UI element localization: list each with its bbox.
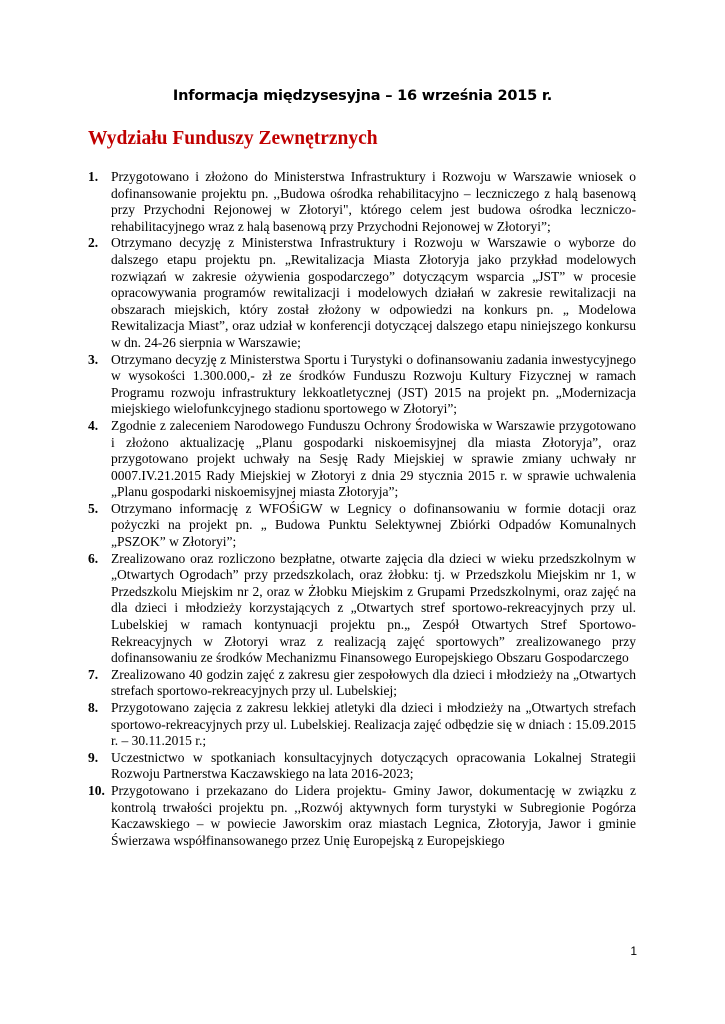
list-item [88,667,636,700]
document-heading: Informacja międzysesyjna – 16 września 2015 r. [172,88,553,104]
list-item-text: Otrzymano decyzję z Ministerstwa Sportu i Turystyki o dofinansowaniu zadania inwestycyjnego w wysokości 1.300.000,- zł ze środków Funduszu Rozwoju Kultury Fizycznej w ramach Programu rozwoju infrastruktury lekkoatletycznej (JST) 2015 na projekt pn. „Modernizacja miejskiego wielofunkcyjnego stadionu sportowego w Złotoryi”; [111,351,636,417]
list-item [88,750,636,783]
list-item-text: Przygotowano zajęcia z zakresu lekkiej atletyki dla dzieci i młodzieży na „Otwartych strefach sportowo-rekreacyjnych przy ul. Lubelskiej. Realizacja zajęć odbędzie się w dniach : 15.09.2015 r. – 30.11.2015 r.; [111,700,636,749]
list-item [88,169,636,235]
list-item-text: Otrzymano decyzję z Ministerstwa Infrastruktury i Rozwoju w Warszawie o wyborze do dalszego etapu projektu pn. „Rewitalizacja Miasta Złotoryja jako przykład modelowych rozwiązań w zakresie ożywienia gospodarczego” dotyczącym wsparcia „JST” w procesie opracowywania programów rewitalizacji i modelowych działań w zakresie rewitalizacji na obszarach miejskich, który został złożony w odpowiedzi na konkurs pn. „ Modelowa Rewitalizacja Miast”, oraz udział w konferencji dotyczącej dalszego etapu niniejszego konkursu w dn. 24-26 sierpnia w Warszawie; [111,235,636,350]
report-items-list [88,169,636,849]
list-item [88,501,636,551]
list-item [88,235,636,351]
page-number: 1 [630,944,637,958]
list-item-number: 7. [88,666,99,682]
list-item [88,783,636,849]
list-item-number: 10. [88,782,105,798]
list-item-number: 9. [88,749,99,765]
list-item-text: Zgodnie z zaleceniem Narodowego Funduszu Ochrony Środowiska w Warszawie przygotowano i złożono aktualizację „Planu gospodarki niskoemisyjnej dla miasta Złotoryja”, oraz przygotowano projekt uchwały na Sesję Rady Miejskiej w sprawie zmiany uchwały nr 0007.IV.21.2015 Rady Miejskiej w Złotoryi z dnia 29 stycznia 2015 r. w sprawie uchwalenia „Planu gospodarki niskoemisyjnej miasta Złotoryja”; [111,417,636,500]
list-item-number: 8. [88,700,99,715]
list-item-number: 6. [88,550,99,566]
list-item-text: Otrzymano informację z WFOŚiGW w Legnicy o dofinansowaniu w formie dotacji oraz pożyczki na projekt pn. „ Budowa Punktu Selektywnej Zbiórki Odpadów Komunalnych „PSZOK” w Złotoryi”; [111,500,636,550]
list-item [88,700,636,750]
list-item [88,551,636,667]
section-title: Wydziału Funduszy Zewnętrznych [88,128,378,149]
list-item-number: 5. [88,500,99,516]
list-item-number: 3. [88,351,99,367]
list-item-text: Przygotowano i złożono do Ministerstwa Infrastruktury i Rozwoju w Warszawie wniosek o dofinansowanie projektu pn. ,,Budowa ośrodka rehabilitacyjno – leczniczego z halą basenową przy Przychodni Rejonowej w Złotoryi", którego celem jest budowa ośrodka leczniczo-rehabilitacyjnego wraz z halą basenową przy Przychodni Rejonowej w Złotoryi”; [111,169,636,234]
list-item-number: 4. [88,417,99,433]
list-item-text: Uczestnictwo w spotkaniach konsultacyjnych dotyczących opracowania Lokalnej Strategii Rozwoju Partnerstwa Kaczawskiego na lata 2016-2023; [111,749,636,782]
list-item-number: 2. [88,235,99,251]
list-item-text: Zrealizowano 40 godzin zajęć z zakresu gier zespołowych dla dzieci i młodzieży na „Otwartych strefach sportowo-rekreacyjnych przy ul. Lubelskiej; [111,666,636,699]
list-item-text: Zrealizowano oraz rozliczono bezpłatne, otwarte zajęcia dla dzieci w wieku przedszkolnym w „Otwartych Ogrodach” przy przedszkolach, oraz żłobku: tj. w Przedszkolu Miejskim nr 1, w Przedszkolu Miejskim nr 2, oraz w Żłobku Miejskim z Grupami Przedszkolnymi, oraz zajęć na dla dzieci i młodzieży korzystających z „Otwartych stref sportowo-rekreacyjnych przy ul. Lubelskiej w ramach kontynuacji projektu pn.„ Zespół Otwartych Stref Sportowo-Rekreacyjnych w Złotoryi wraz z realizacją zajęć sportowych” zrealizowanego przy dofinansowaniu ze środków Mechanizmu Finansowego Europejskiego Obszaru Gospodarczego [111,550,636,666]
list-item-text: Przygotowano i przekazano do Lidera projektu- Gminy Jawor, dokumentację w związku z kontrolą trwałości projektu pn. ,,Rozwój aktywnych form turystyki w Subregionie Pogórza Kaczawskiego – w powiecie Jaworskim oraz miastach Legnica, Złotoryja, Jawor i gminie Świerzawa współfinansowanego przez Unię Europejską z Europejskiego [111,782,636,848]
list-item [88,418,636,501]
list-item-number: 1. [88,169,99,184]
list-item [88,352,636,418]
